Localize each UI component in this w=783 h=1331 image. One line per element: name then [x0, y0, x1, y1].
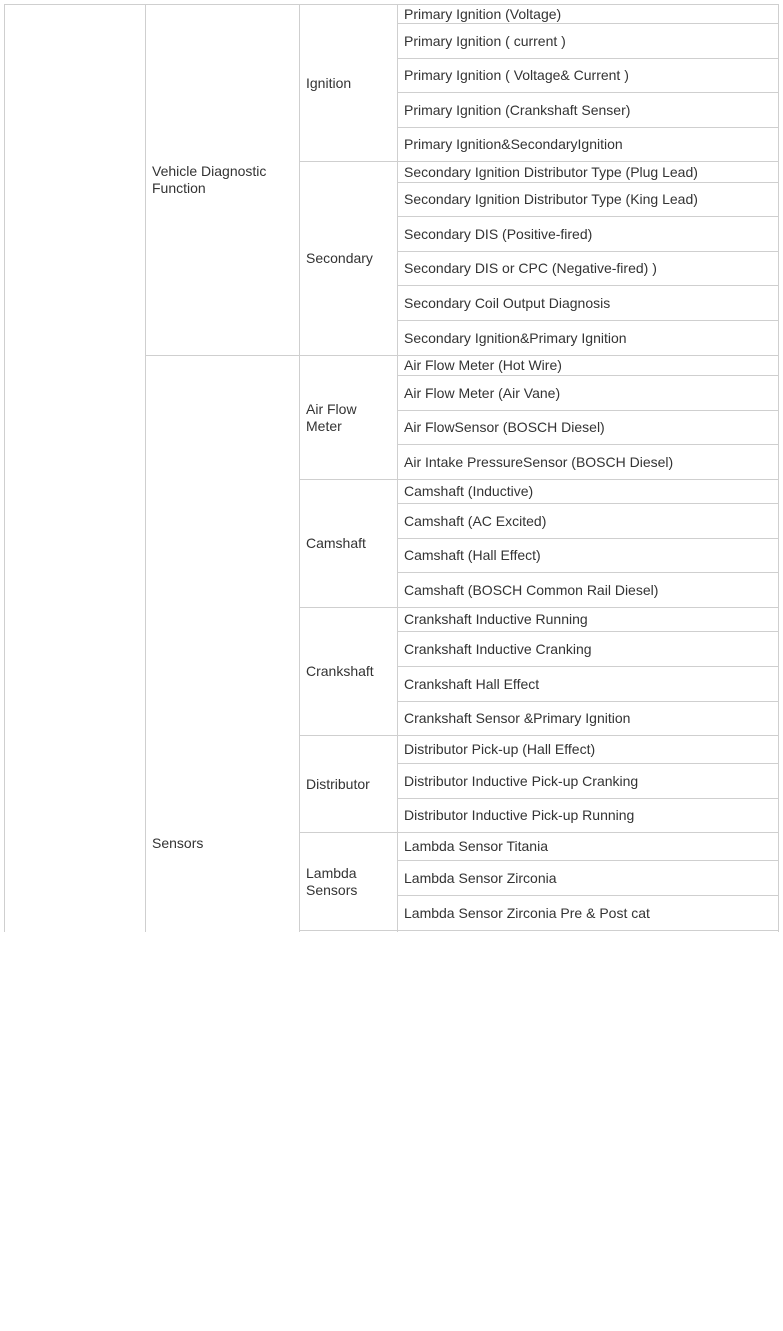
table-border-left	[4, 4, 5, 932]
list-item: Lambda Sensor Zirconia Pre & Post cat	[404, 904, 650, 921]
list-item: Crankshaft Hall Effect	[404, 675, 540, 692]
subgroup-label: Air Flow Meter	[306, 400, 357, 434]
list-item: Primary Ignition (Crankshaft Senser)	[404, 101, 631, 118]
group-label: Sensors	[152, 835, 204, 851]
subgroup-label: Ignition	[306, 74, 352, 91]
subgroup-label: Secondary	[306, 250, 373, 266]
list-item: Secondary Ignition Distributor Type (King Lead)	[404, 191, 698, 207]
list-item: Distributor Inductive Pick-up Running	[404, 807, 635, 823]
list-item: Distributor Pick-up (Hall Effect)	[404, 741, 596, 757]
list-item: Air Flow Meter (Air Vane)	[404, 384, 561, 401]
list-item: Lambda Sensor Zirconia	[404, 869, 557, 886]
list-item: Secondary DIS or CPC (Negative-fired) )	[404, 260, 657, 276]
list-item: Secondary Coil Output Diagnosis	[404, 294, 611, 311]
list-item: Distributor Inductive Pick-up Cranking	[404, 772, 639, 789]
list-item: Primary Ignition ( current )	[404, 32, 566, 49]
subgroup-label: Crankshaft	[306, 663, 374, 679]
list-item: Camshaft (AC Excited)	[404, 512, 547, 529]
list-item: Air Intake PressureSensor (BOSCH Diesel)	[404, 453, 674, 470]
list-item: Air FlowSensor (BOSCH Diesel)	[404, 419, 605, 435]
list-item: Primary Ignition (Voltage)	[404, 5, 562, 22]
list-item: Crankshaft Inductive Cranking	[404, 640, 592, 657]
list-item: Crankshaft Inductive Running	[404, 611, 588, 627]
list-item: Secondary Ignition&Primary Ignition	[404, 329, 627, 346]
list-item: Camshaft (Hall Effect)	[404, 547, 541, 563]
list-item: Secondary Ignition Distributor Type (Plug Lead)	[404, 163, 698, 180]
group-label: Vehicle Diagnostic Function	[152, 163, 267, 196]
subgroup-label: Lambda Sensors	[306, 864, 358, 898]
list-item: Crankshaft Sensor &Primary Ignition	[404, 710, 631, 726]
list-item: Camshaft (Inductive)	[404, 483, 534, 499]
subgroup-label: Distributor	[306, 775, 370, 792]
list-item: Lambda Sensor Titania	[404, 838, 548, 854]
subgroup-divider	[299, 930, 779, 931]
list-item: Camshaft (BOSCH Common Rail Diesel)	[404, 581, 659, 598]
list-item: Primary Ignition&SecondaryIgnition	[404, 136, 623, 152]
table-border-right	[778, 4, 779, 932]
list-item: Air Flow Meter (Hot Wire)	[404, 357, 562, 373]
subgroup-label: Camshaft	[306, 535, 366, 551]
list-item: Secondary DIS (Positive-fired)	[404, 225, 593, 242]
list-item: Primary Ignition ( Voltage& Current )	[404, 67, 629, 83]
